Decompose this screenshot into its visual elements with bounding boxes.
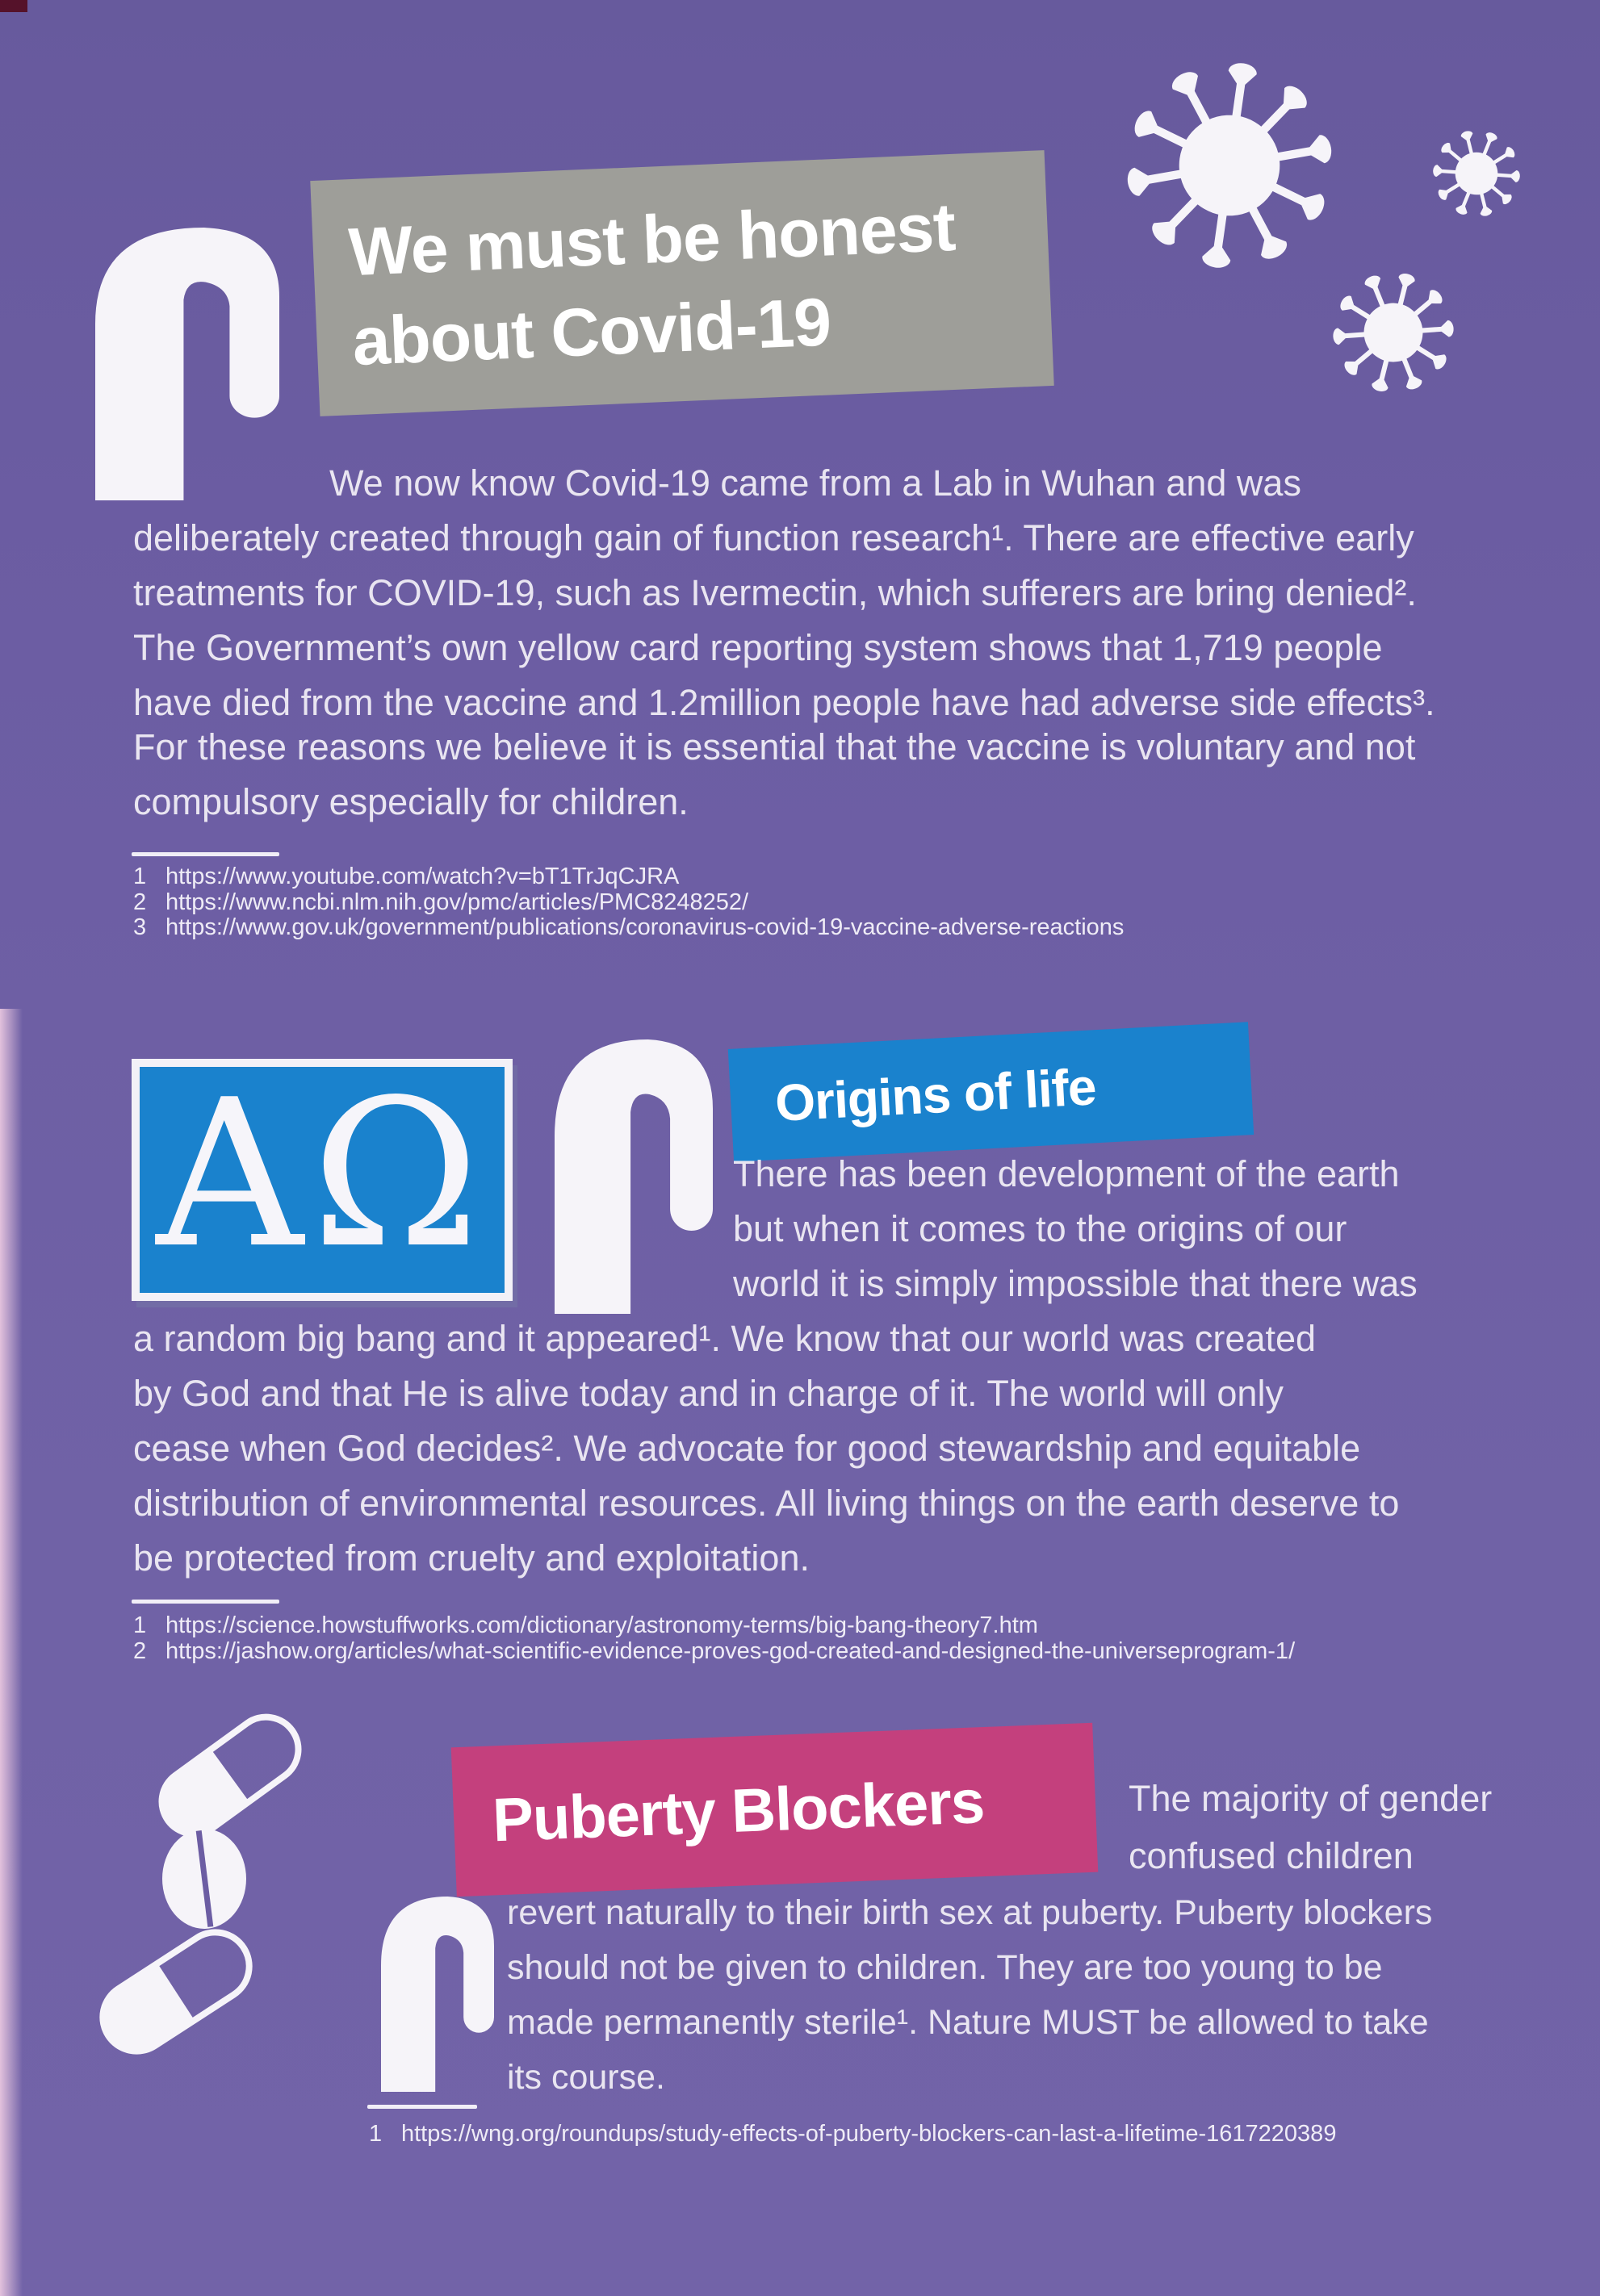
origins-section-title [730,1056,1098,1135]
puberty-title: Puberty Blockers [491,1767,986,1855]
covid-paragraph-line: have died from the vaccine and 1.2million people have had adverse side effects³. [133,682,1435,723]
footnote-url: https://wng.org/roundups/study-effects-of-puberty-blockers-can-last-a-lifetime-1617220389 [401,2121,1337,2147]
footnote [133,1638,1295,1665]
puberty-section-banner [451,1723,1099,1897]
footnote [133,914,1124,941]
quote-icon [381,1897,494,2092]
quote-icon [95,228,279,500]
footnote [133,864,679,890]
covid-section-banner [310,150,1053,416]
footnote-divider [132,852,279,856]
footnote [369,2121,1336,2148]
pills-icon [48,1711,371,2098]
origins-title: Origins of life [773,1057,1098,1132]
footnote-url: https://science.howstuffworks.com/dictionary/astronomy-terms/big-bang-theory7.htm [165,1612,1038,1638]
covid-paragraph-line: deliberately created through gain of function research¹. There are effective early [133,517,1414,558]
puberty-paragraph-line: should not be given to children. They are too young to be [507,1948,1383,1987]
pill-capsule-icon [149,1711,312,1846]
puberty-paragraph-line: its course. [507,2058,665,2097]
puberty-paragraph-line: revert naturally to their birth sex at puberty. Puberty blockers [507,1893,1433,1932]
footnote [133,889,748,916]
virus-icon-small [1430,128,1523,220]
covid-title-line2: about Covid-19 [350,283,832,380]
footnote-number: 2 [133,889,147,915]
puberty-paragraph-line: made permanently sterile¹. Nature MUST be allowed to take [507,2003,1429,2042]
origins-section-banner [728,1022,1254,1162]
covid-paragraph-line: The Government’s own yellow card reporting system shows that 1,719 people [133,627,1383,668]
covid-paragraph-line: compulsory especially for children. [133,781,689,822]
footnote-url: https://www.ncbi.nlm.nih.gov/pmc/articles/PMC8248252/ [165,889,749,915]
pill-capsule-icon [90,1919,262,2064]
quote-icon [555,1039,713,1314]
covid-paragraph-line: treatments for COVID-19, such as Ivermectin, which sufferers are bring denied². [133,572,1417,613]
footnote-url: https://www.youtube.com/watch?v=bT1TrJqCJRA [165,864,680,889]
origins-paragraph-line: but when it comes to the origins of our [733,1208,1347,1249]
footnote-url: https://jashow.org/articles/what-scientific-evidence-proves-god-created-and-designed-the-universeprogram-1/ [165,1638,1296,1664]
footnote-number: 1 [133,1612,147,1638]
footnote-divider [132,1600,279,1604]
covid-paragraph-line: For these reasons we believe it is essential that the vaccine is voluntary and not [133,726,1416,767]
footnote [133,1612,1038,1639]
footnote-number: 2 [133,1638,147,1664]
puberty-paragraph-line: The majority of gender [1129,1778,1493,1819]
origins-paragraph-line: by God and that He is alive today and in charge of it. The world will only [133,1373,1284,1414]
origins-paragraph-line: a random big bang and it appeared¹. We know that our world was created [133,1318,1317,1359]
origins-paragraph-line: There has been development of the earth [733,1153,1400,1194]
covid-section-title [312,182,961,388]
origins-paragraph-line: be protected from cruelty and exploitation. [133,1537,810,1579]
footnote-number: 3 [133,914,147,940]
scan-edge-artifact [0,1009,23,2296]
origins-paragraph-line: world it is simply impossible that there was [733,1263,1418,1304]
origins-paragraph-line: distribution of environmental resources. All living things on the earth deserve to [133,1483,1400,1524]
footnote-number: 1 [369,2121,383,2147]
virus-icon-medium [1330,269,1457,396]
covid-paragraph-line: We now know Covid-19 came from a Lab in Wuhan and was [329,462,1301,504]
covid-title-line1: We must be honest [347,188,957,291]
origins-paragraph-line: cease when God decides². We advocate for good stewardship and equitable [133,1428,1361,1469]
alpha-omega-logo [132,1056,513,1301]
puberty-section-title [453,1767,986,1857]
puberty-paragraph-line: confused children [1129,1835,1414,1876]
footnote-url: https://www.gov.uk/government/publications/coronavirus-covid-19-vaccine-adverse-reactions [165,914,1125,940]
scan-corner-artifact [0,0,27,12]
alpha-omega-text: ΑΩ [156,1056,488,1293]
virus-icon-large [1120,56,1338,274]
pill-tablet-icon [162,1829,246,1929]
footnote-number: 1 [133,864,147,889]
footnote-divider [367,2105,477,2109]
